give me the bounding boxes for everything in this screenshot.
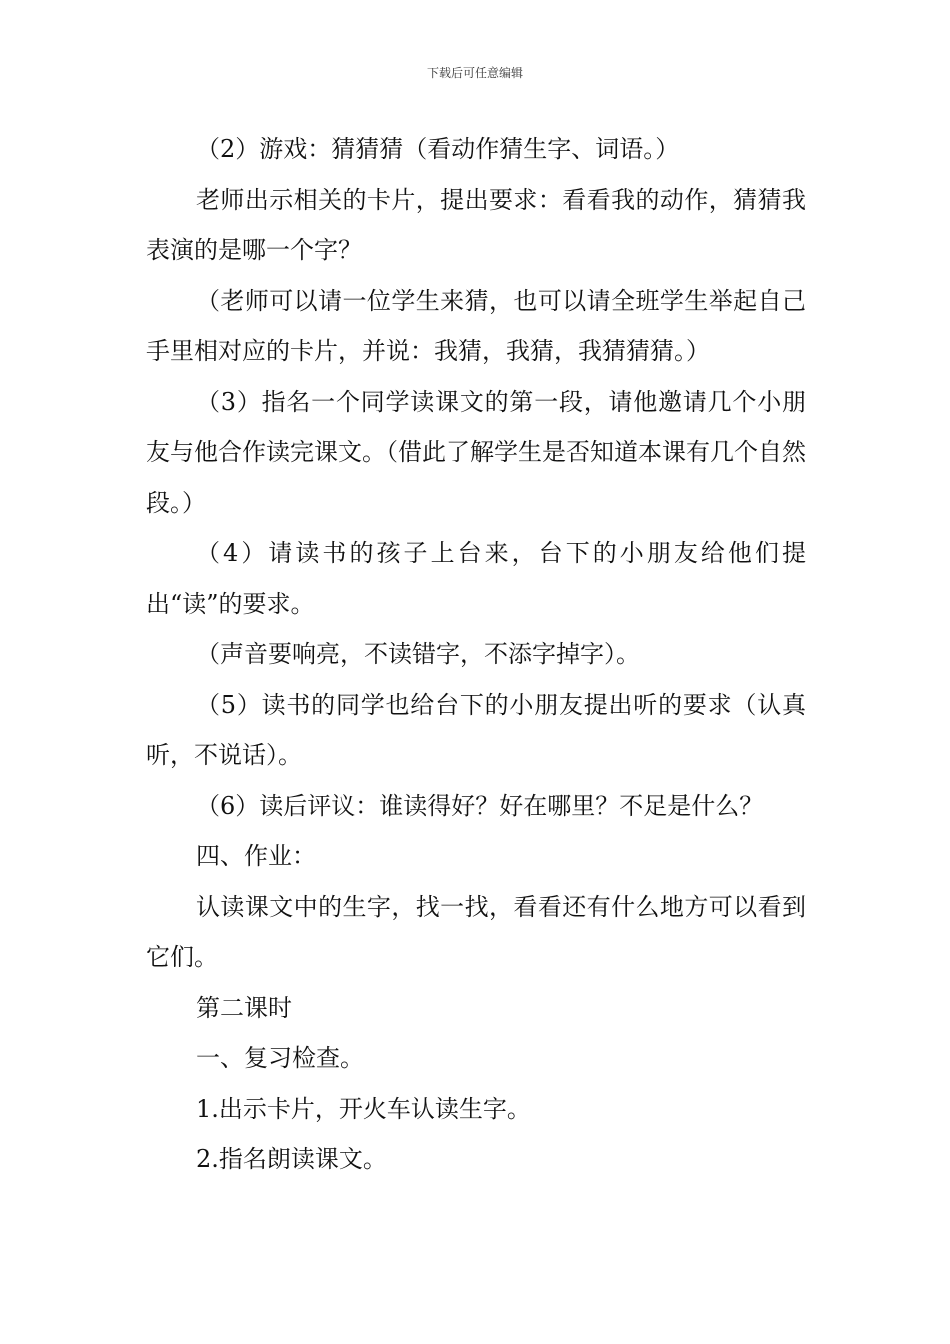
paragraph-read-aloud: 2.指名朗读课文。 <box>196 1145 387 1173</box>
paragraph-evaluation: （6）读后评议：谁读得好？好在哪里？不足是什么？ <box>196 791 764 820</box>
paragraph-teacher-cards: 老师出示相关的卡片，提出要求：看看我的动作，猜猜我表演的是哪一个字？ <box>146 185 806 264</box>
page-header: 下载后可任意编辑 <box>426 66 523 80</box>
paragraph-game: （2）游戏：猜猜猜（看动作猜生字、词语。） <box>196 135 680 163</box>
paragraph-reading-requirements: （4）请读书的孩子上台来，台下的小朋友给他们提出“读”的要求。 <box>146 539 806 618</box>
section-heading-review: 一、复习检查。 <box>196 1044 364 1072</box>
section-heading-second-lesson: 第二课时 <box>196 993 292 1022</box>
paragraph-homework: 认读课文中的生字，找一找，看看还有什么地方可以看到它们。 <box>146 892 806 971</box>
paragraph-read-first-section: （3）指名一个同学读课文的第一段，请他邀请几个小朋友与他合作读完课文。（借此了解学生是否知道本课有几个自然段。） <box>146 387 806 517</box>
paragraph-guess-note: （老师可以请一位学生来猜，也可以请全班学生举起自己手里相对应的卡片，并说：我猜，我猜，我猜猜猜。） <box>146 286 806 365</box>
paragraph-voice-requirements: （声音要响亮，不读错字，不添字掉字）。 <box>196 640 640 668</box>
paragraph-listening-requirements: （5）读书的同学也给台下的小朋友提出听的要求（认真听，不说话）。 <box>146 690 806 769</box>
section-heading-homework: 四、作业： <box>196 842 316 870</box>
paragraph-review-cards: 1.出示卡片，开火车认读生字。 <box>196 1094 531 1123</box>
document-body <box>146 124 806 1185</box>
